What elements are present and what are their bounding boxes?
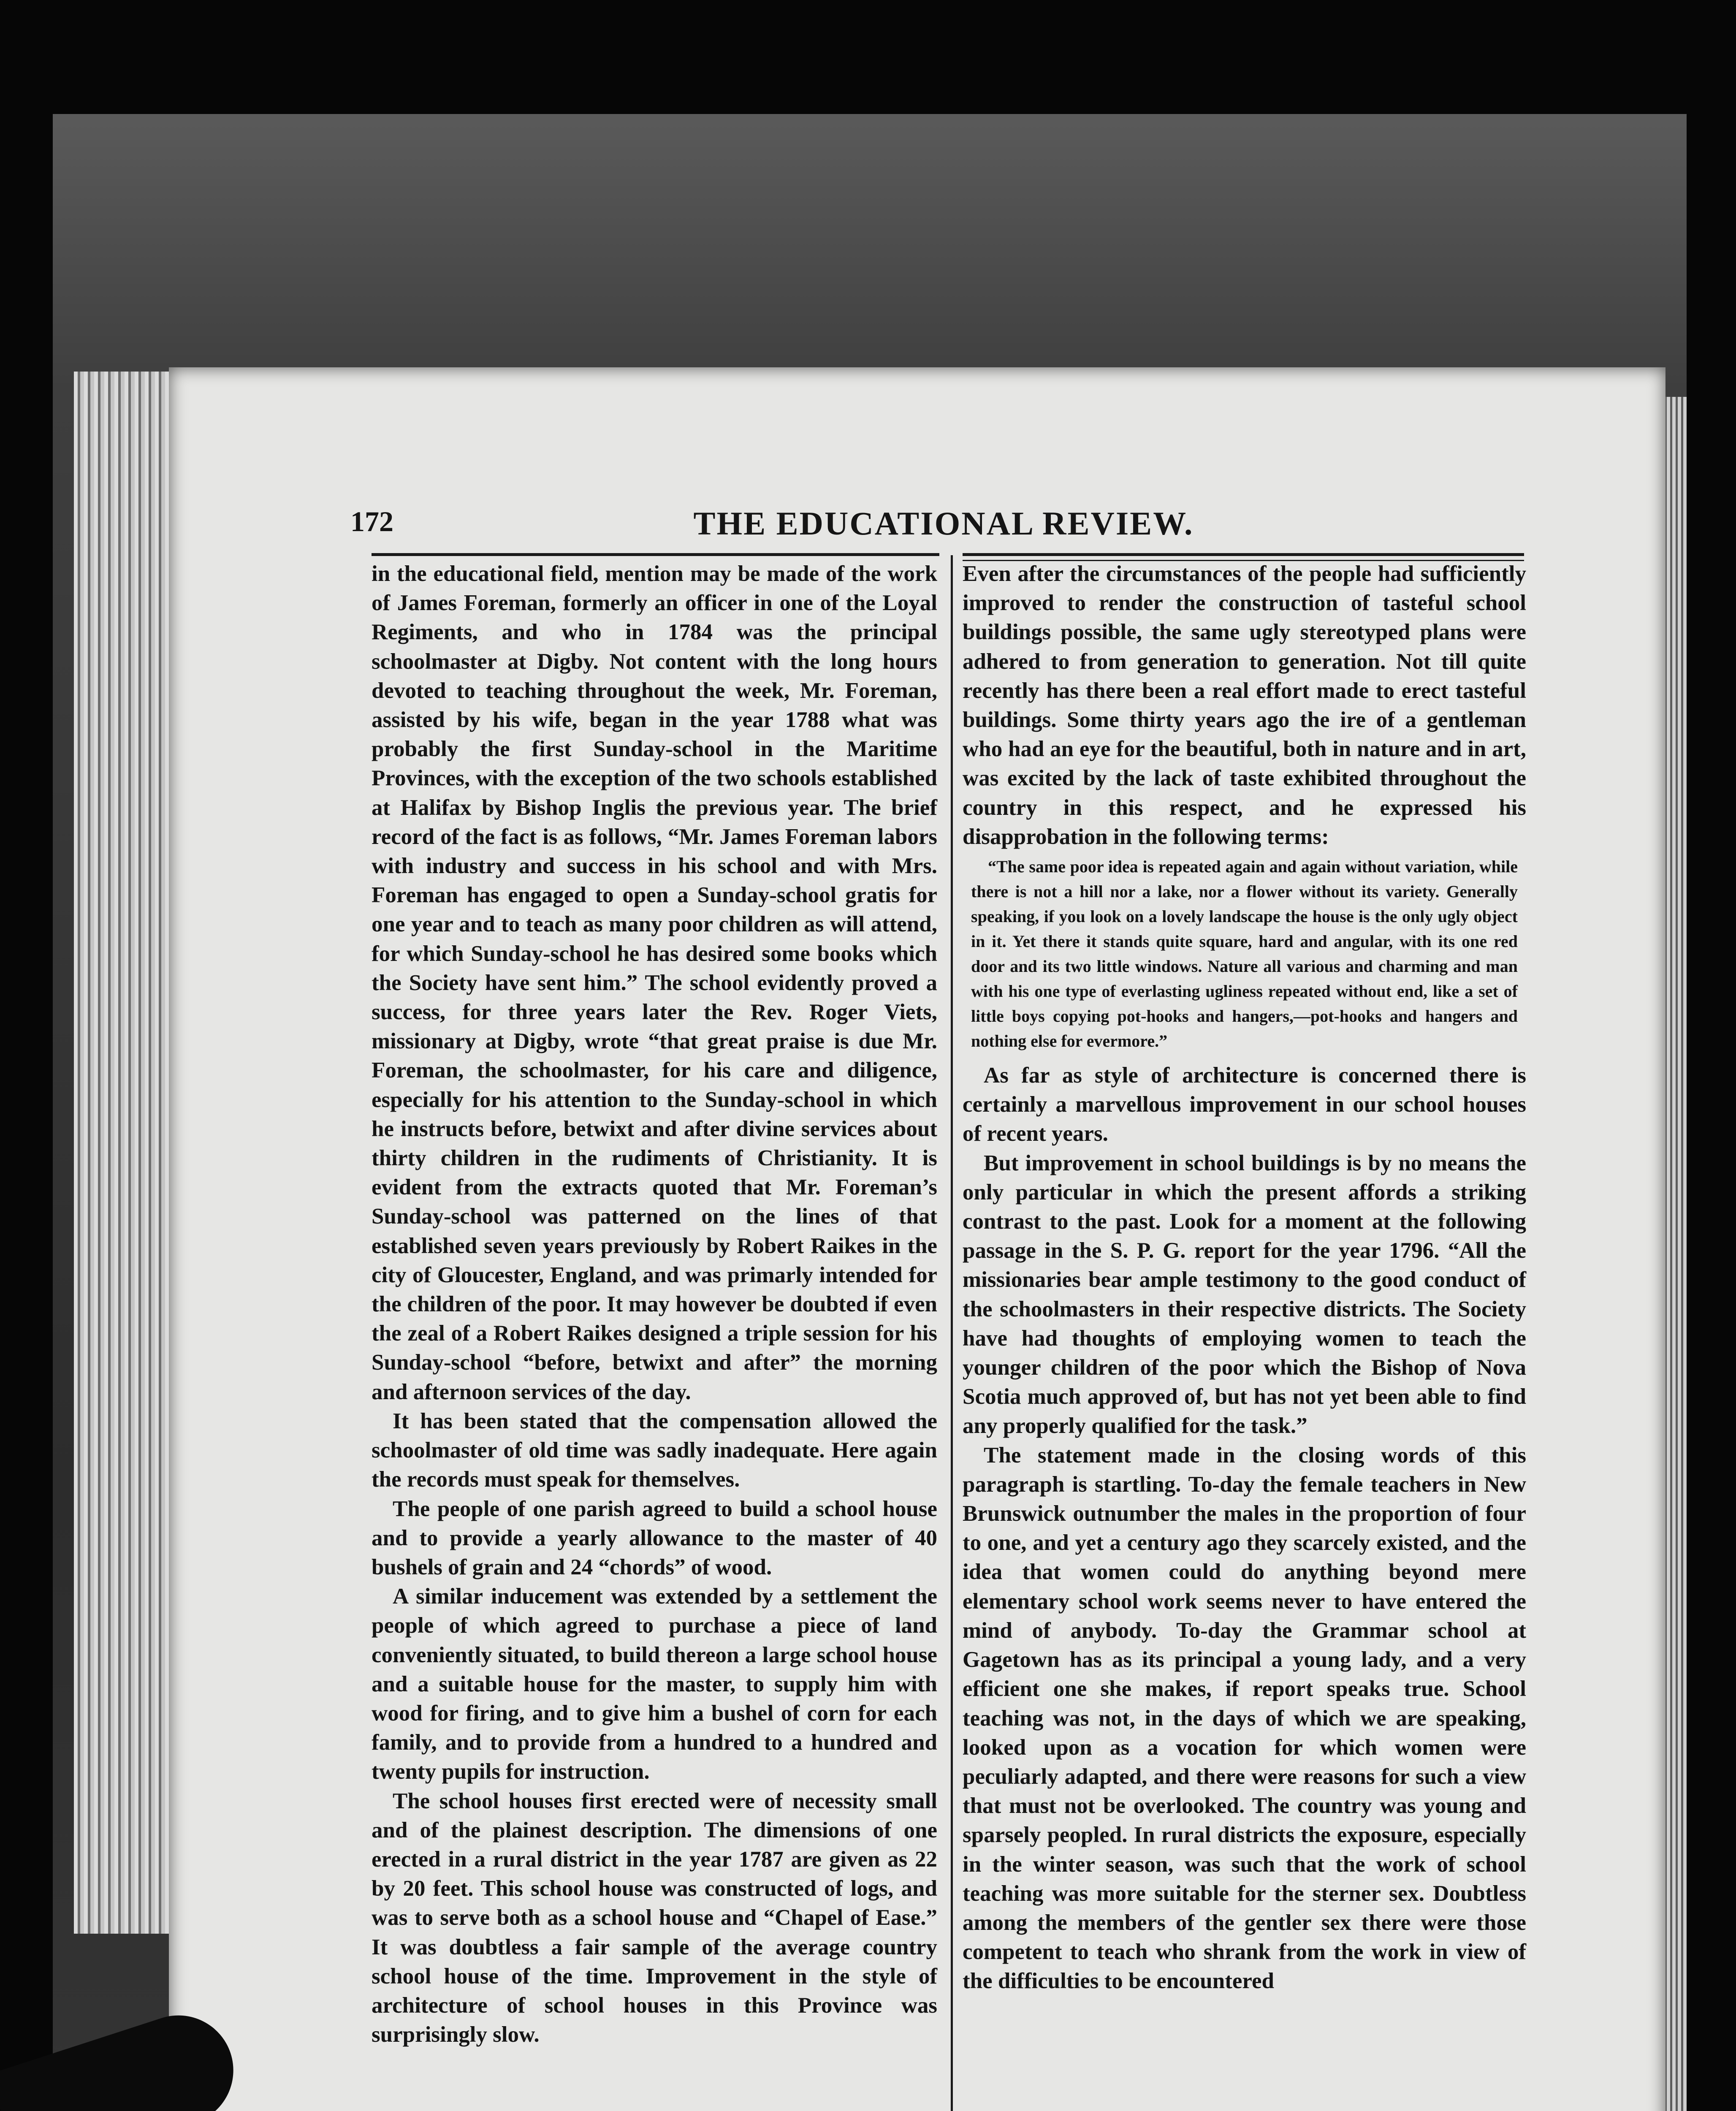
header-rule-left [372, 553, 939, 556]
paragraph: The people of one parish agreed to build a school house and to provide a yearly allowance to the master of 40 bushels of grain and 24 “chords” of wood. [372, 1496, 937, 1579]
running-head: THE EDUCATIONAL REVIEW. [693, 505, 1194, 542]
paragraph: But improvement in school buildings is by no means the only particular in which the present affords a striking contrast to the past. Look for a moment at the following passage in the S. P. G. report for the year 1796. “All the missionaries bear ample testimony to the good conduct of the schoolmasters in their respective districts. The Society have had thoughts of employing women to teach the younger children of the poor which the Bishop of Nova Scotia much approved of, but has not yet been able to find any properly qualified for the task.” [963, 1150, 1526, 1438]
paragraph: It has been stated that the compensation allowed the schoolmaster of old time was sadly inadequate. Here again the records must speak for themselves. [372, 1408, 937, 1492]
paragraph: As far as style of architecture is concerned there is certainly a marvellous improvement in our school houses of recent years. [963, 1063, 1526, 1146]
page-number: 172 [350, 505, 393, 537]
paragraph: A similar inducement was extended by a settlement the people of which agreed to purchase a piece of land conveniently situated, to build thereon a large school house and a suitable house for the master, to supply him with wood for firing, and to give him a bushel of corn for each family, and to provide from a hundred to a hundred and twenty pupils for instruction. [372, 1584, 937, 1784]
paragraph: Even after the circumstances of the people had sufficiently improved to render the construction of tasteful school buildings possible, the same ugly stereotyped plans were adhered to from generation to generation. Not till quite recently has there been a real effort made to erect tasteful buildings. Some thirty years ago the ire of a gentleman who had an eye for the beautiful, both in nature and in art, was excited by the lack of taste exhibited throughout the country in this respect, and he expressed his disapprobation in the following terms: [963, 562, 1526, 849]
right-column [963, 559, 1526, 1996]
column-divider [951, 555, 953, 2111]
block-quote [971, 854, 1518, 1053]
paragraph: The statement made in the closing words of this paragraph is startling. To-day the female teachers in New Brunswick outnumber the males in the proportion of four to one, and yet a century ago they scarcely existed, and the idea that women could do anything beyond mere elementary school work seems never to have entered the mind of anybody. To-day the Grammar school at Gagetown has as its principal a young lady, and a very efficient one she makes, if report speaks true. School teaching was not, in the days of which we are speaking, looked upon as a vocation for which women were peculiarly adapted, and there were reasons for such a view that must not be overlooked. The country was young and sparsely peopled. In rural districts the exposure, especially in the winter season, was such that the work of school teaching was more suitable for the sterner sex. Doubtless among the members of the gentler sex there were those competent to teach who shrank from the work in view of the difficulties to be encountered [963, 1443, 1526, 1994]
book-page [169, 367, 1665, 2111]
header-rule-right [963, 553, 1524, 556]
left-column [372, 559, 937, 2049]
book-page-edges-left [74, 372, 179, 1934]
paragraph: The school houses first erected were of necessity small and of the plainest description. The dimensions of one erected in a rural district in the year 1787 are given as 22 by 20 feet. This school house was constructed of logs, and was to serve both as a school house and “Chapel of Ease.” It was doubtless a fair sample of the average country school house of the time. Improvement in the style of architecture of school houses in this Province was surprisingly slow. [372, 1788, 937, 2047]
quote-text: “The same poor idea is repeated again and again without variation, while there is not a hill nor a lake, nor a flower without its variety. Generally speaking, if you look on a lovely landscape the house is the only ugly object in it. Yet there it stands quite square, hard and angular, with its one red door and its two little windows. Nature all various and charming and man with his one type of everlasting ugliness repeated without end, like a set of little boys copying pot-hooks and hangers,—pot-hooks and hangers and nothing else for evermore.” [971, 857, 1518, 1051]
page-header [384, 505, 1503, 551]
paragraph: in the educational field, mention may be made of the work of James Foreman, formerly an officer in one of the Loyal Regiments, and who in 1784 was the principal schoolmaster at Digby. Not content with the long hours devoted to teaching throughout the week, Mr. Foreman, assisted by his wife, began in the year 1788 what was probably the first Sunday-school in the Maritime Provinces, with the exception of the two schools established at Halifax by Bishop Inglis the previous year. The brief record of the fact is as follows, “Mr. James Foreman labors with industry and success in his school and with Mrs. Foreman has engaged to open a Sunday-school gratis for one year and to teach as many poor children as will attend, for which Sunday-school he has desired some books which the Society have sent him.” The school evidently proved a success, for three years later the Rev. Roger Viets, missionary at Digby, wrote “that great praise is due Mr. Foreman, the schoolmaster, for his care and diligence, especially for his attention to the Sunday-school in which he instructs before, betwixt and after divine services about thirty children in the rudiments of Christianity. It is evident from the extracts quoted that Mr. Foreman’s Sunday-school was patterned on the lines of that established seven years previously by Robert Raikes in the city of Gloucester, England, and was primarly intended for the children of the poor. It may however be doubted if even the zeal of a Robert Raikes designed a triple session for his Sunday-school “before, betwixt and after” the morning and afternoon services of the day. [372, 562, 937, 1404]
